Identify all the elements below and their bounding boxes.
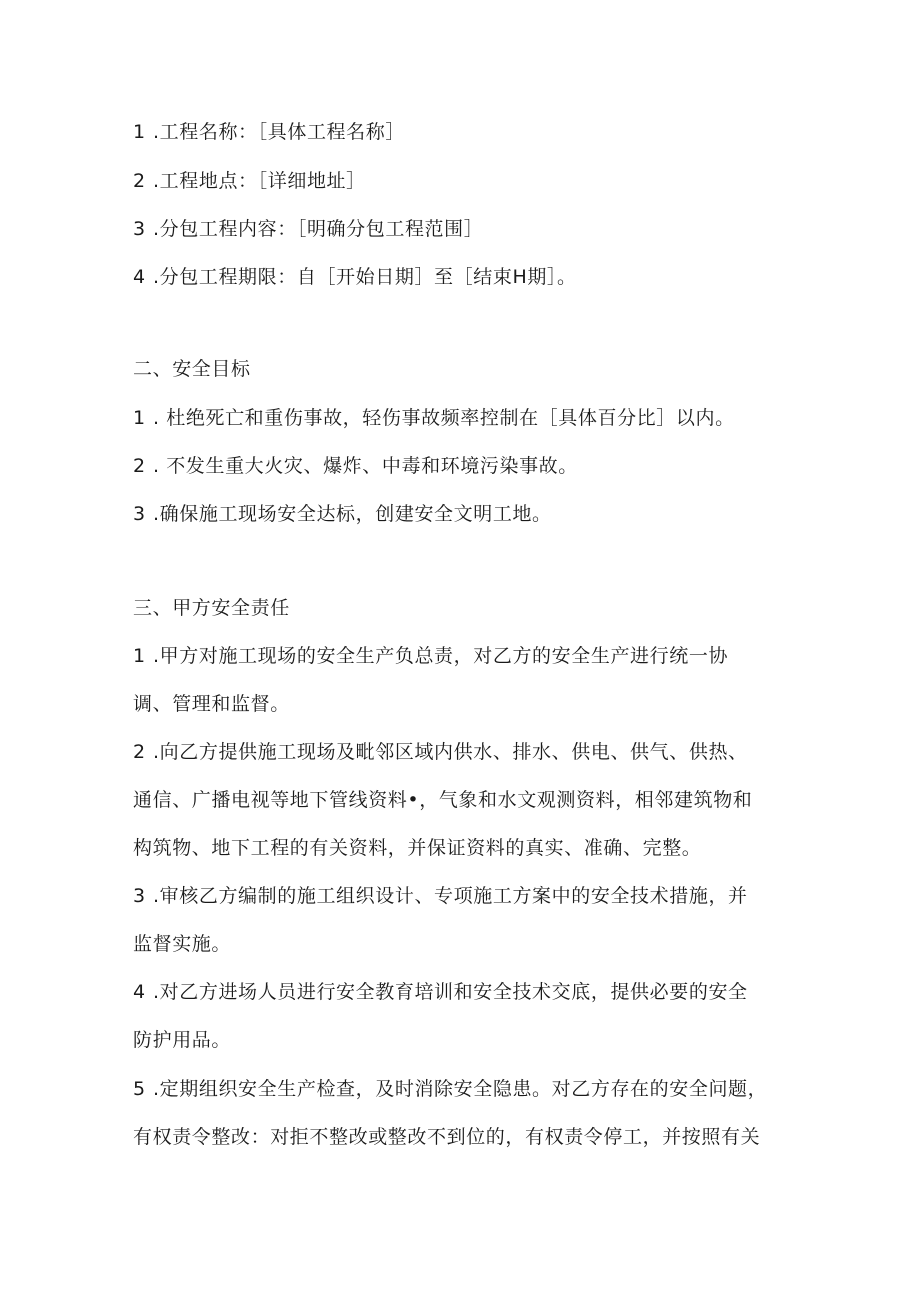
item-text-continuation: 监督实施。 — [133, 933, 232, 955]
item-text-line: .定期组织安全生产检查，及时消除安全隐患。对乙方存在的安全问题， — [153, 1078, 768, 1100]
item-number: 5 — [133, 1078, 146, 1100]
item-text: . 杜绝死亡和重伤事故，轻伤事故频率控制在［具体百分比］以内。 — [153, 407, 735, 429]
item-number: 2 — [133, 170, 146, 192]
project-info-item — [133, 120, 405, 144]
item-text-continuation: 防护用品。 — [133, 1029, 232, 1051]
responsibility-item — [133, 740, 748, 764]
item-number: 4 — [133, 981, 146, 1003]
item-number: 4 — [133, 266, 146, 288]
item-text-continuation: 构筑物、地下工程的有关资料，并保证资料的真实、准确、完整。 — [133, 837, 702, 859]
responsibility-item — [133, 1077, 767, 1101]
item-number: 1 — [133, 121, 146, 143]
item-text-line: .甲方对施工现场的安全生产负总责，对乙方的安全生产进行统一协 — [153, 645, 729, 667]
item-text-line: .向乙方提供施工现场及毗邻区域内供水、排水、供电、供气、供热、 — [153, 741, 748, 763]
responsibility-item — [133, 884, 748, 908]
item-text-continuation: 调、管理和监督。 — [133, 693, 290, 715]
project-info-item — [133, 169, 366, 193]
item-number: 1 — [133, 645, 146, 667]
item-number: 2 — [133, 741, 146, 763]
safety-goal-item — [133, 406, 735, 430]
section-heading-safety-goals: 二、安全目标 — [133, 358, 251, 380]
item-text: . 不发生重大火灾、爆炸、中毒和环境污染事故。 — [153, 455, 578, 477]
item-number: 3 — [133, 885, 146, 907]
responsibility-item — [133, 644, 728, 668]
item-text: .确保施工现场安全达标，创建安全文明工地。 — [153, 503, 552, 525]
item-number: 3 — [133, 218, 146, 240]
safety-goal-item — [133, 502, 552, 526]
item-number: 1 — [133, 407, 146, 429]
item-text: .分包工程内容：［明确分包工程范围］ — [153, 218, 484, 240]
item-text: .工程名称：［具体工程名称］ — [153, 121, 405, 143]
item-text: .分包工程期限：自［开始日期］至［结束H期］。 — [153, 266, 577, 288]
item-text-line: .审核乙方编制的施工组织设计、专项施工方案中的安全技术措施，并 — [153, 885, 748, 907]
item-number: 3 — [133, 503, 146, 525]
item-number: 2 — [133, 455, 146, 477]
item-text-line: .对乙方进场人员进行安全教育培训和安全技术交底，提供必要的安全 — [153, 981, 748, 1003]
project-info-item — [133, 265, 577, 289]
section-heading-party-a-responsibility: 三、甲方安全责任 — [133, 597, 290, 619]
item-text: .工程地点：［详细地址］ — [153, 170, 366, 192]
project-info-item — [133, 217, 483, 241]
item-text-continuation: 有权责令整改：对拒不整改或整改不到位的，有权责令停工，并按照有关 — [133, 1126, 761, 1148]
responsibility-item — [133, 980, 748, 1004]
safety-goal-item — [133, 454, 578, 478]
item-text-continuation: 通信、广播电视等地下管线资料•，气象和水文观测资料，相邻建筑物和 — [133, 789, 753, 811]
